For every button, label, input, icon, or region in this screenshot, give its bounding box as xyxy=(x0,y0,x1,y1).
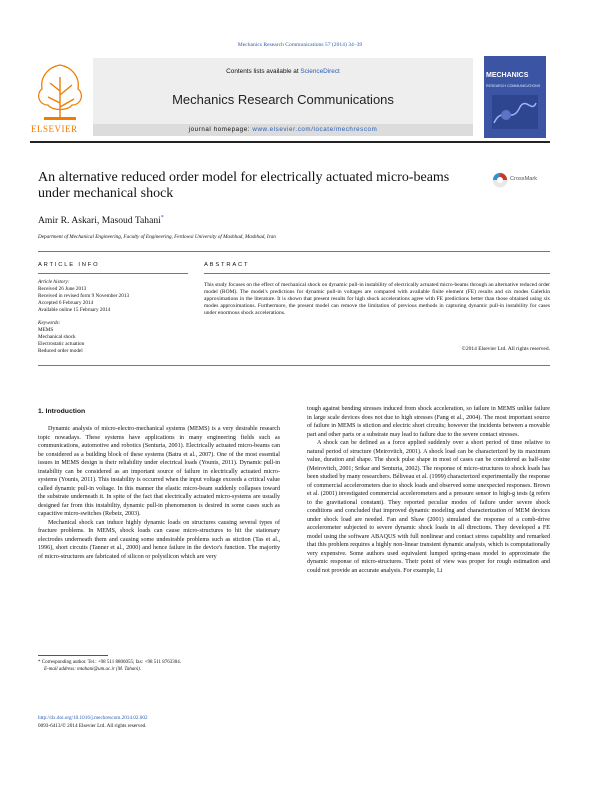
corresponding-author-note: * Corresponding author. Tel.: +98 511 8806055; fax: +98 511 8763304. xyxy=(38,660,182,665)
issn-line: 0093-6413/© 2014 Elsevier Ltd. All rights reserved. xyxy=(38,723,147,729)
crossmark-label: CrossMark xyxy=(510,176,538,182)
contents-line xyxy=(93,68,473,75)
article-title: An alternative reduced order model for electrically actuated micro-beams under mechanical shock xyxy=(38,170,450,201)
homepage-link[interactable]: www.elsevier.com/locate/mechrescom xyxy=(252,126,378,133)
article-history xyxy=(38,279,198,314)
elsevier-tree-logo xyxy=(30,57,90,127)
paragraph: A shock can be defined as a force applied suddenly over a short period of time relative to natural period of structure (Meirovitch, 2001). A shock load can be characterized by its maximum value, duration and shape. The shock pulse shape in most of cases can be considered as half-sine (Meirovitch, 2001; Srikar and Senturia, 2002). The response of micro-structures to shock loads has been studied by many researchers. Béliveau et al. (1999) characterized experimentally the response of commercial accelerometers due to shock loads and observed some unexpected responses. Brown et al. (2001) investigated commercial accelerometers and a pressure sensor to high-g tests (g refers to the gravitational constant). They reported peculiar modes of failure under severe shock conditions and concluded that improved dynamic modeling and characterization of MEM devices under shock load are needed. Fan and Shaw (2001) simulated the response of a comb-drive accelerometer subjected to severe dynamic shock loads in all directions. They developed a FE model using the software ABAQUS with full nonlinear and contact stress capability and remarked that this problem requires a highly non-linear transient dynamic analysis, which is computationally very expensive. Some authors used equivalent lumped spring-mass model to approximate the dynamic response of micro-structures. Their point of view was proper for rough estimation and could not provide an accurate analysis. For example, Li xyxy=(307,440,550,574)
cover-subtitle: RESEARCH COMMUNICATIONS xyxy=(486,84,541,88)
sciencedirect-link[interactable]: ScienceDirect xyxy=(300,68,340,75)
article-info-heading: ARTICLE INFO xyxy=(38,262,100,268)
elsevier-wordmark: ELSEVIER xyxy=(31,124,78,134)
doi-link[interactable]: http://dx.doi.org/10.1016/j.mechrescom.2014.02.002 xyxy=(38,715,148,721)
abstract-copyright: ©2014 Elsevier Ltd. All rights reserved. xyxy=(461,346,550,352)
abstract-divider xyxy=(204,273,550,274)
footnote xyxy=(38,660,280,674)
history-item: Received 26 June 2013 xyxy=(38,286,87,292)
body-column-right xyxy=(307,405,550,575)
paragraph: tough against bending stresses induced from shock acceleration, so failure in MEMS unlike failure in large scale devices does not due to high stresses (Fang et al., 2004). The most important source of failure in MEMS is stiction and electric short circuits; however the incidents between a movable part and other parts or a substrate may lead to failure due to the severe contact stresses. xyxy=(307,406,550,438)
abstract-heading: ABSTRACT xyxy=(204,262,250,268)
keyword-item: Mechanical shock xyxy=(38,334,76,340)
paragraph: Mechanical shock can induce highly dynamic loads on structures causing several types of fracture problems. In MEMS, shock loads can cause micro-structures to hit the stationary electrodes underneath them and causing some undesirable problems such as stiction (Tas et al., 1996), short circuits (Tanner et al., 2000) and hence failure in the device's function. The majority of micro-structures are fabricated of silicon or polysilicon which are very xyxy=(38,519,280,560)
keywords xyxy=(38,320,198,355)
article-info-divider xyxy=(38,273,188,274)
history-item: Accepted 6 February 2014 xyxy=(38,300,94,306)
keywords-label: Keywords: xyxy=(38,320,61,326)
section-heading-introduction: 1. Introduction xyxy=(38,408,86,415)
cover-art-image xyxy=(492,95,538,129)
abstract-bottom-divider xyxy=(38,365,550,366)
history-item: Received in revised form 9 November 2013 xyxy=(38,293,130,299)
email-note[interactable]: E-mail address: mtahani@um.ac.ir (M. Tahani). xyxy=(44,666,142,672)
cover-title: MECHANICS xyxy=(486,72,529,79)
paragraph: Dynamic analysis of micro-electro-mechanical systems (MEMS) is a very desirable research topic nowadays. These systems have applications in many engineering fields such as communications, automotive and robotics (Senturia, 2001). Electrically actuated micro-beams can be considered as a building block of these systems (Batra et al., 2007). One of the most essential issues in MEMS design is their reliability under electrical loads (Younis, 2011). Dynamic pull-in instability can be considered as an important source of failure in electrically actuated micro-systems (Younis, 2011). This instability is occurred when the input voltage exceeds a critical value called dynamic pull-in voltage. In this manner the elastic micro-beam suddenly collapses toward the substrate underneath it. In spite of the fact that electrically actuated micro-systems are usually designed far from this instability, dynamic pull-in phenomenon is desired in some cases such as capacitive micro-switches (Rebeiz, 2003). xyxy=(38,426,280,517)
journal-title: Mechanics Research Communications xyxy=(172,92,394,107)
journal-homepage xyxy=(93,126,473,133)
header-divider xyxy=(30,141,550,143)
corresponding-author-mark[interactable]: * xyxy=(160,215,164,221)
journal-reference[interactable]: Mechanics Research Communications 57 (2014) 34–39 xyxy=(237,42,363,48)
crossmark-icon xyxy=(492,172,508,188)
crossmark-badge[interactable] xyxy=(492,172,552,188)
footnote-divider xyxy=(38,655,108,656)
authors-divider xyxy=(38,251,550,252)
keyword-item: Reduced order model xyxy=(38,348,83,354)
history-item: Available online 15 February 2014 xyxy=(38,307,111,313)
contents-prefix: Contents lists available at xyxy=(226,68,299,75)
history-label: Article history: xyxy=(38,279,70,285)
keyword-item: MEMS xyxy=(38,327,54,333)
affiliation: Department of Mechanical Engineering, Faculty of Engineering, Ferdowsi University of Mashhad, Mashhad, Iran xyxy=(38,234,276,240)
body-column-left xyxy=(38,425,280,561)
author-names: Amir R. Askari, Masoud Tahani xyxy=(38,215,161,227)
abstract-text: This study focuses on the effect of mechanical shock on dynamic pull-in instability of electrically actuated micro-beams through an alternative reduced order model (ROM). The model's predictions for dynamic pull-in voltages are compared with available finite element (FE) results and six modes Galerkin approximations in the literature. It is shown that present results for high shock accelerations agree with FE predictions better than those obtained using six modes approximations. Furthermore, the present model can remove the limitation of previous methods in capturing dynamic pull-in instability for cases under enormous shock accelerations. xyxy=(204,282,550,317)
keyword-item: Electrostatic actuation xyxy=(38,341,85,347)
homepage-label: journal homepage: xyxy=(188,126,251,133)
authors xyxy=(38,215,164,226)
